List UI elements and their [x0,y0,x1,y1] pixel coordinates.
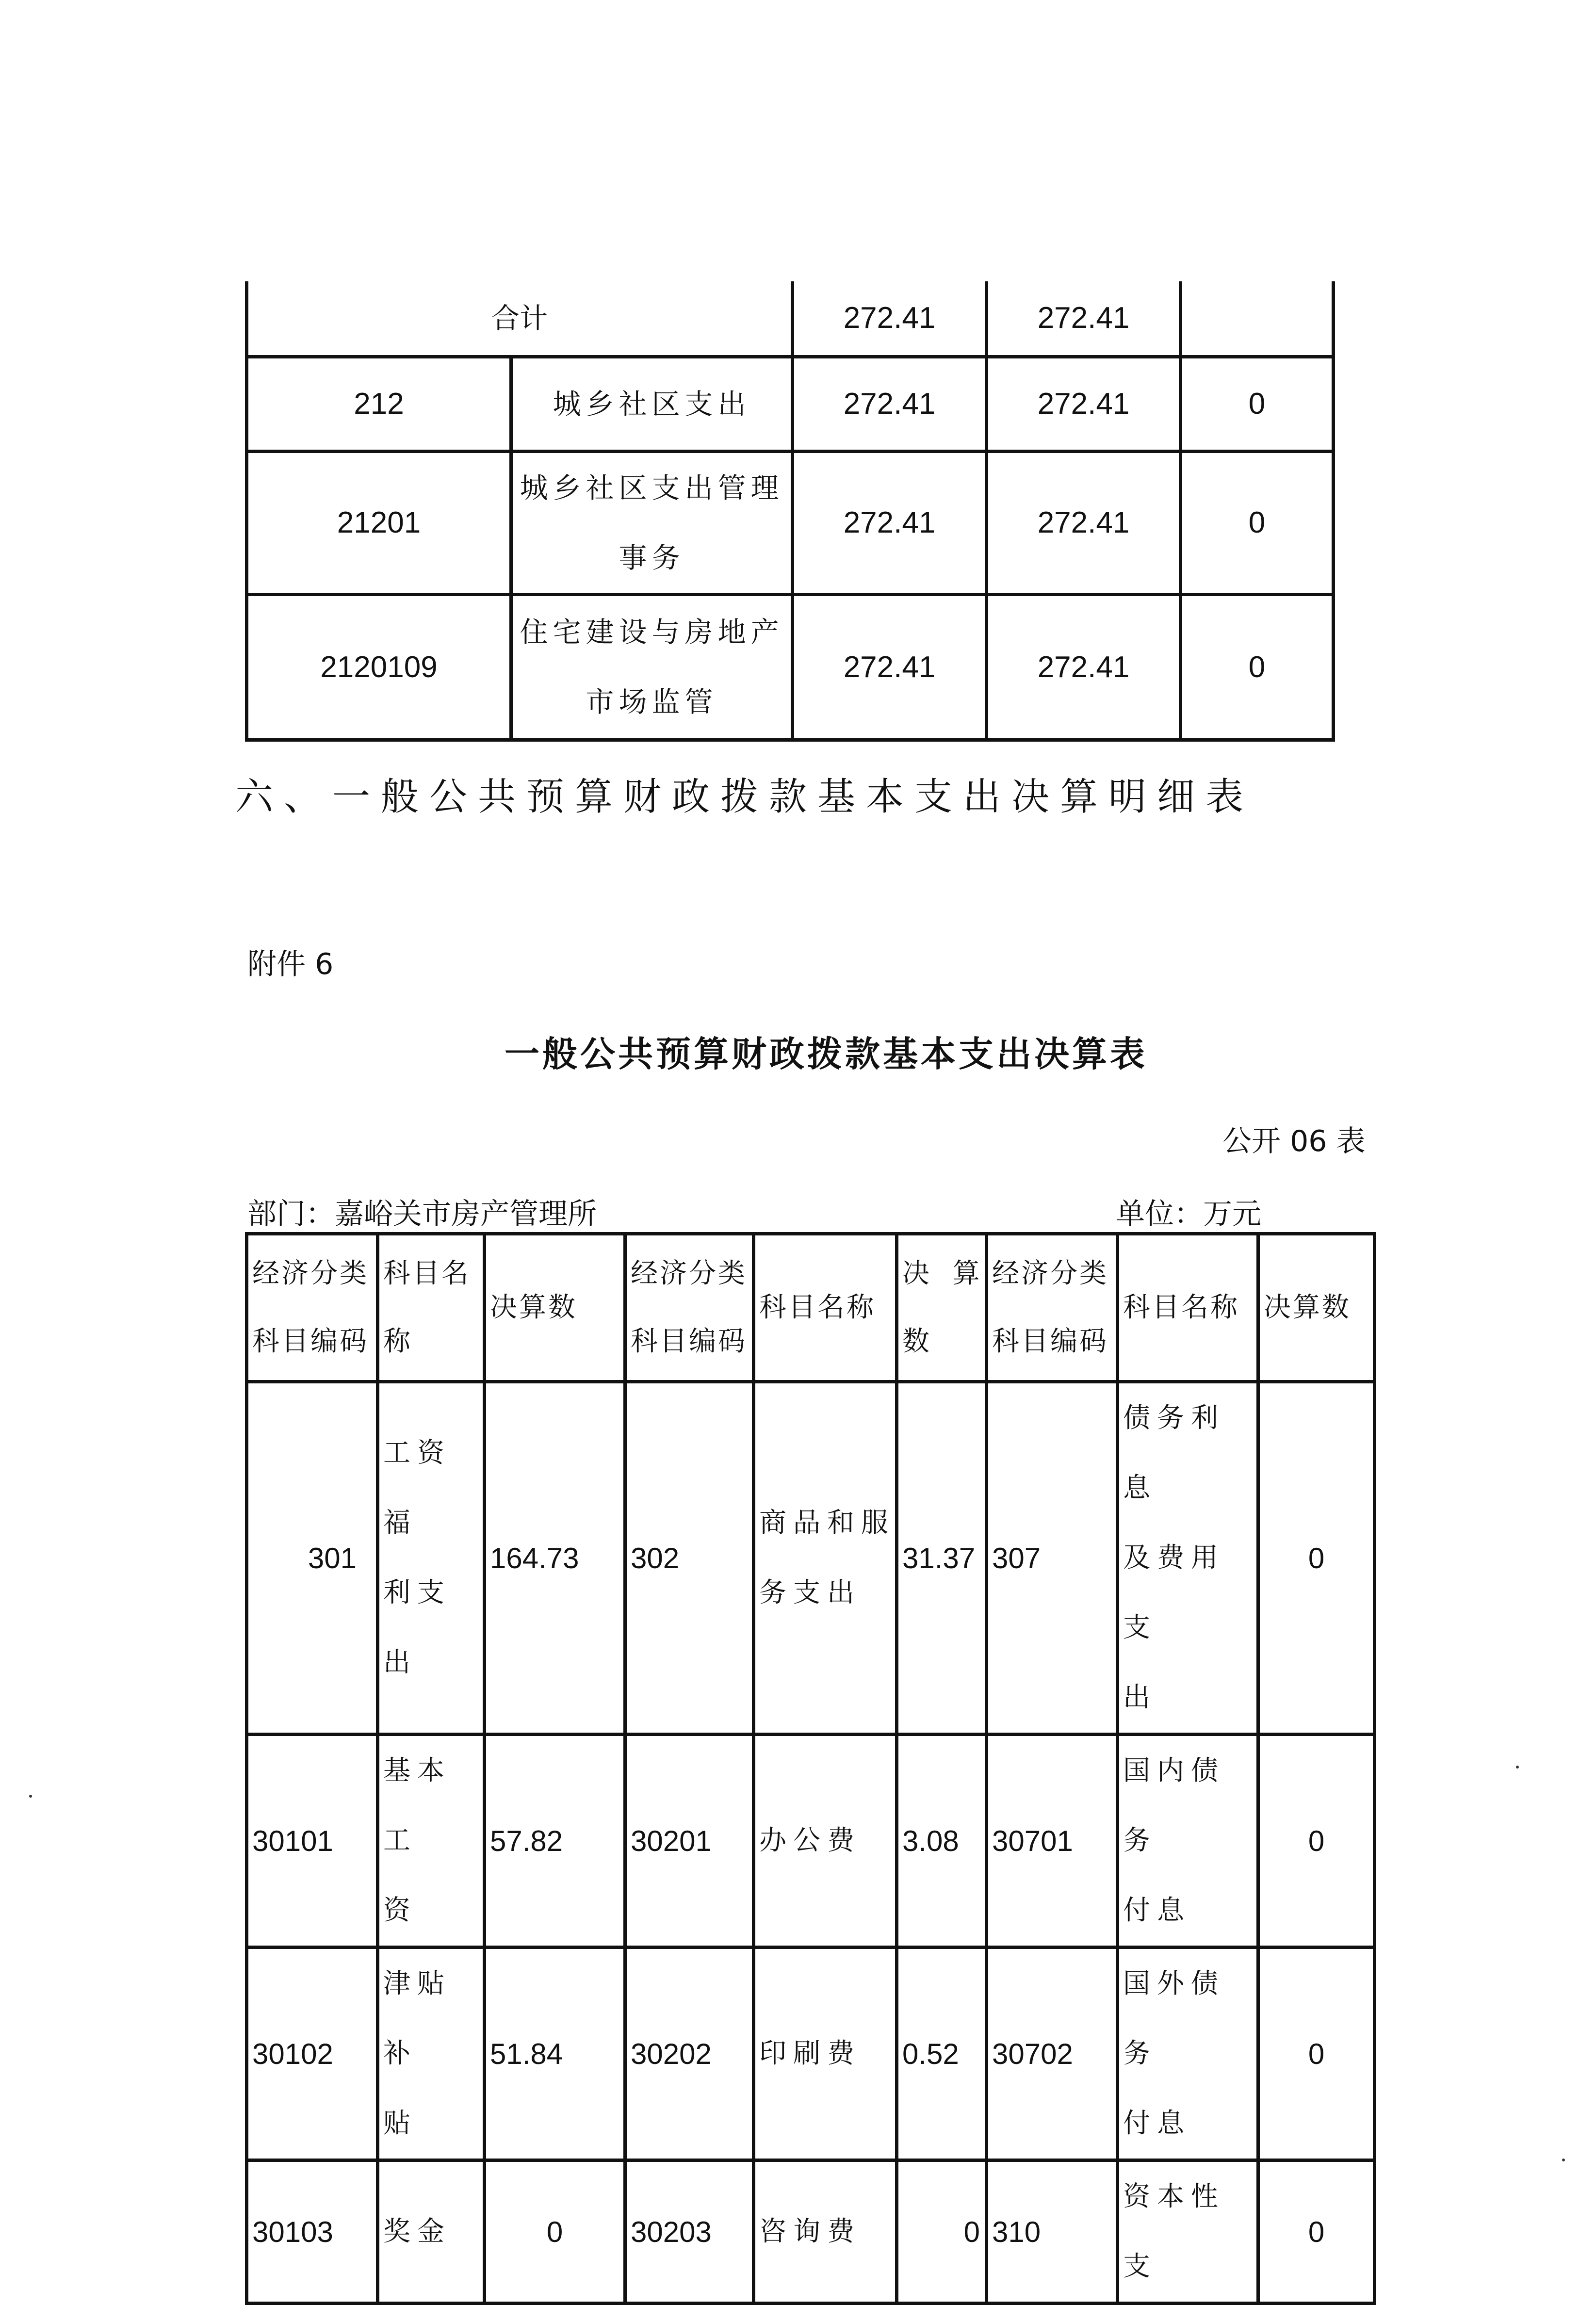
header-subject-name-1: 科目名 称 [378,1234,485,1382]
econ-code-2: 30203 [625,2160,754,2304]
header-subject-name-2: 科目名称 [754,1234,897,1382]
econ-code-1: 30101 [247,1735,378,1948]
table-row [247,1735,1375,1948]
total-value-1: 272.41 [793,281,987,357]
subject-name-1: 工资福 利支出 [378,1382,485,1735]
econ-code-3: 30701 [987,1735,1118,1948]
row-value-2: 272.41 [987,451,1181,594]
row-value-2: 272.41 [987,594,1181,740]
header-econ-code-3: 经济分类 科目编码 [987,1234,1118,1382]
subject-name-3: 国外债务 付息 [1118,1948,1258,2160]
total-row [247,281,1334,357]
table-row [247,2160,1375,2304]
amount-3: 0 [1258,1948,1375,2160]
amount-2: 3.08 [897,1735,987,1948]
table-row [247,1948,1375,2160]
subject-name-3: 债务利息 及费用支 出 [1118,1382,1258,1735]
row-name: 城乡社区支出 [511,357,793,451]
basic-expenditure-table [245,1232,1376,2305]
econ-code-2: 302 [625,1382,754,1735]
row-value-3: 0 [1181,451,1334,594]
econ-code-1: 301 [247,1382,378,1735]
subject-name-2: 商品和服 务支出 [754,1382,897,1735]
econ-code-3: 30702 [987,1948,1118,2160]
header-subject-name-3: 科目名称 [1118,1234,1258,1382]
amount-3: 0 [1258,2160,1375,2304]
amount-1: 57.82 [485,1735,625,1948]
unit-label: 单位：万元 [1116,1197,1261,1231]
row-value-2: 272.41 [987,357,1181,451]
scan-speck [1516,1766,1519,1769]
table-row [247,451,1334,594]
amount-1: 164.73 [485,1382,625,1735]
econ-code-1: 30102 [247,1948,378,2160]
row-value-3: 0 [1181,357,1334,451]
header-amount-1: 决算数 [485,1234,625,1382]
department-label: 部门：嘉峪关市房产管理所 [247,1197,597,1231]
attachment-label: 附件 6 [247,947,334,981]
row-value-1: 272.41 [793,594,987,740]
total-value-3 [1181,281,1334,357]
row-name: 住宅建设与房地产 市场监管 [511,594,793,740]
header-amount-2: 决 算 数 [897,1234,987,1382]
subject-name-1: 基本工 资 [378,1735,485,1948]
amount-3: 0 [1258,1735,1375,1948]
amount-2: 31.37 [897,1382,987,1735]
total-label: 合计 [247,281,793,357]
amount-2: 0 [897,2160,987,2304]
header-econ-code-2: 经济分类 科目编码 [625,1234,754,1382]
header-row [247,1234,1375,1382]
total-value-2: 272.41 [987,281,1181,357]
row-value-1: 272.41 [793,357,987,451]
subject-name-3: 资本性支 [1118,2160,1258,2304]
econ-code-2: 30202 [625,1948,754,2160]
table-title: 一般公共预算财政拨款基本支出决算表 [505,1034,1148,1074]
table-code: 公开 06 表 [1222,1124,1366,1158]
row-name: 城乡社区支出管理 事务 [511,451,793,594]
row-code: 2120109 [247,594,511,740]
amount-1: 51.84 [485,1948,625,2160]
row-value-3: 0 [1181,594,1334,740]
econ-code-3: 307 [987,1382,1118,1735]
amount-2: 0.52 [897,1948,987,2160]
carryover-expenditure-table [245,281,1335,742]
table-row [247,594,1334,740]
econ-code-2: 30201 [625,1735,754,1948]
row-code: 212 [247,357,511,451]
table-row [247,1382,1375,1735]
subject-name-2: 印刷费 [754,1948,897,2160]
subject-name-3: 国内债务 付息 [1118,1735,1258,1948]
subject-name-1: 津贴补 贴 [378,1948,485,2160]
econ-code-1: 30103 [247,2160,378,2304]
subject-name-1: 奖金 [378,2160,485,2304]
econ-code-3: 310 [987,2160,1118,2304]
header-amount-3: 决算数 [1258,1234,1375,1382]
amount-1: 0 [485,2160,625,2304]
row-code: 21201 [247,451,511,594]
table-row [247,357,1334,451]
subject-name-2: 办公费 [754,1735,897,1948]
section-heading: 六、一般公共预算财政拨款基本支出决算明细表 [235,775,1254,819]
amount-3: 0 [1258,1382,1375,1735]
scan-speck [1562,2159,1565,2161]
row-value-1: 272.41 [793,451,987,594]
header-econ-code-1: 经济分类 科目编码 [247,1234,378,1382]
subject-name-2: 咨询费 [754,2160,897,2304]
scan-speck [29,1795,32,1798]
